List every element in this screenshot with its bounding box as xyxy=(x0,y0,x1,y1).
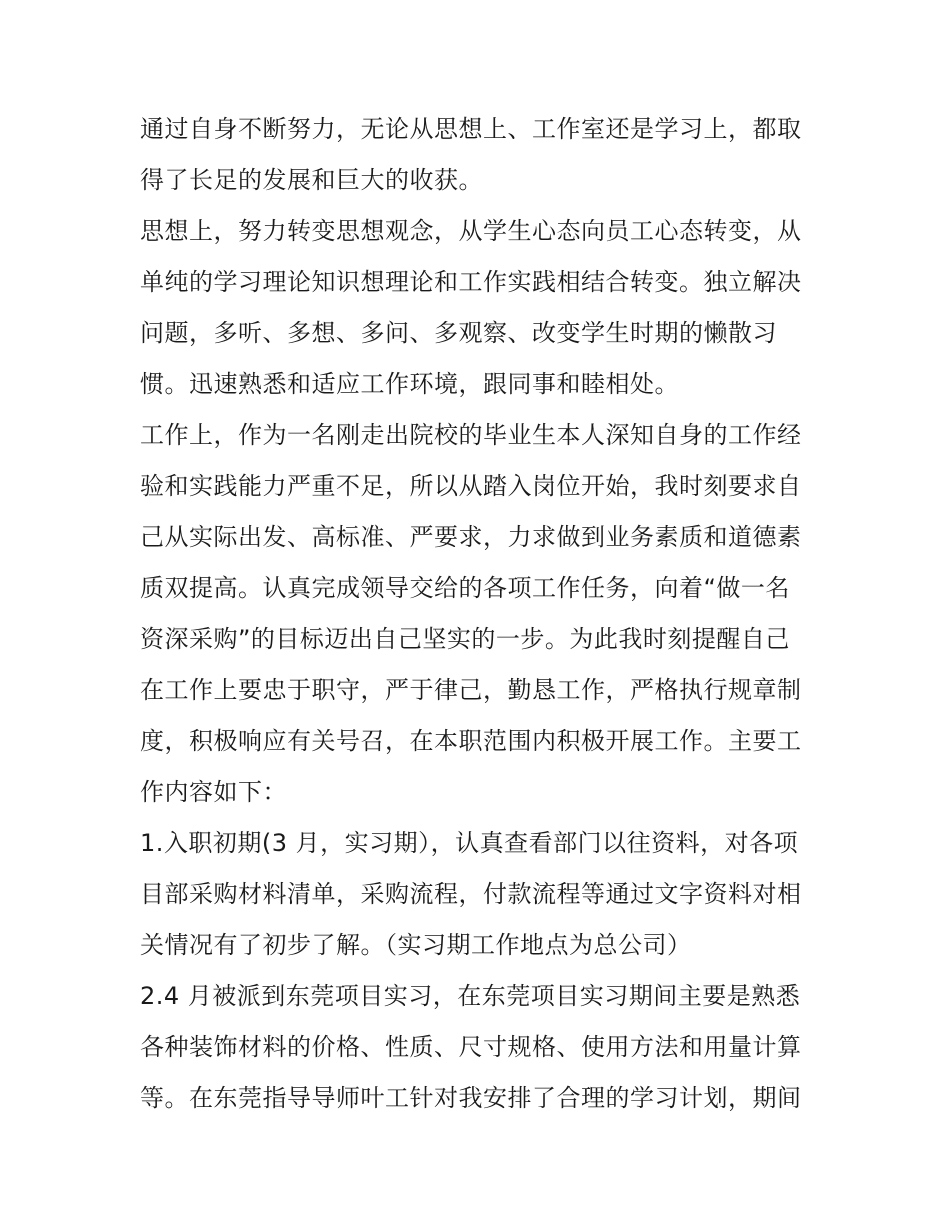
text-line: 质双提高。认真完成领导交给的各项工作任务，向着“做一名 xyxy=(140,574,790,602)
text-line: 等。在东莞指导导师叶工针对我安排了合理的学习计划，期间 xyxy=(140,1084,802,1112)
paragraph-work xyxy=(140,410,820,818)
text-line: 1.入职初期(3 月，实习期），认真查看部门以往资料，对各项 xyxy=(140,829,799,857)
text-line: 2.4 月被派到东莞项目实习，在东莞项目实习期间主要是熟悉 xyxy=(140,982,801,1010)
text-line: 关情况有了初步了解。（实习期工作地点为总公司） xyxy=(140,931,692,959)
paragraph-item-1 xyxy=(140,818,820,971)
text-line: 验和实践能力严重不足，所以从踏入岗位开始，我时刻要求自 xyxy=(140,472,802,500)
document-body xyxy=(140,104,820,1124)
paragraph-thought xyxy=(140,206,820,410)
text-line: 思想上，努力转变思想观念，从学生心态向员工心态转变，从 xyxy=(140,217,802,245)
text-line: 通过自身不断努力，无论从思想上、工作室还是学习上，都取 xyxy=(140,115,802,143)
text-line: 得了长足的发展和巨大的收获。 xyxy=(140,166,483,194)
text-line: 作内容如下： xyxy=(140,778,287,806)
text-line: 目部采购材料清单，采购流程，付款流程等通过文字资料对相 xyxy=(140,880,802,908)
text-line: 在工作上要忠于职守，严于律己，勤恳工作，严格执行规章制 xyxy=(140,676,802,704)
text-line: 己从实际出发、高标准、严要求，力求做到业务素质和道德素 xyxy=(140,523,802,551)
text-line: 问题，多听、多想、多问、多观察、改变学生时期的懒散习 xyxy=(140,319,777,347)
text-line: 度，积极响应有关号召，在本职范围内积极开展工作。主要工 xyxy=(140,727,802,755)
text-line: 工作上，作为一名刚走出院校的毕业生本人深知自身的工作经 xyxy=(140,421,802,449)
text-line: 资深采购”的目标迈出自己坚实的一步。为此我时刻提醒自己 xyxy=(140,625,790,653)
text-line: 单纯的学习理论知识想理论和工作实践相结合转变。独立解决 xyxy=(140,268,802,296)
paragraph-intro xyxy=(140,104,820,206)
text-line: 各种装饰材料的价格、性质、尺寸规格、使用方法和用量计算 xyxy=(140,1033,802,1061)
paragraph-item-2 xyxy=(140,971,820,1124)
text-line: 惯。迅速熟悉和适应工作环境，跟同事和睦相处。 xyxy=(140,370,679,398)
